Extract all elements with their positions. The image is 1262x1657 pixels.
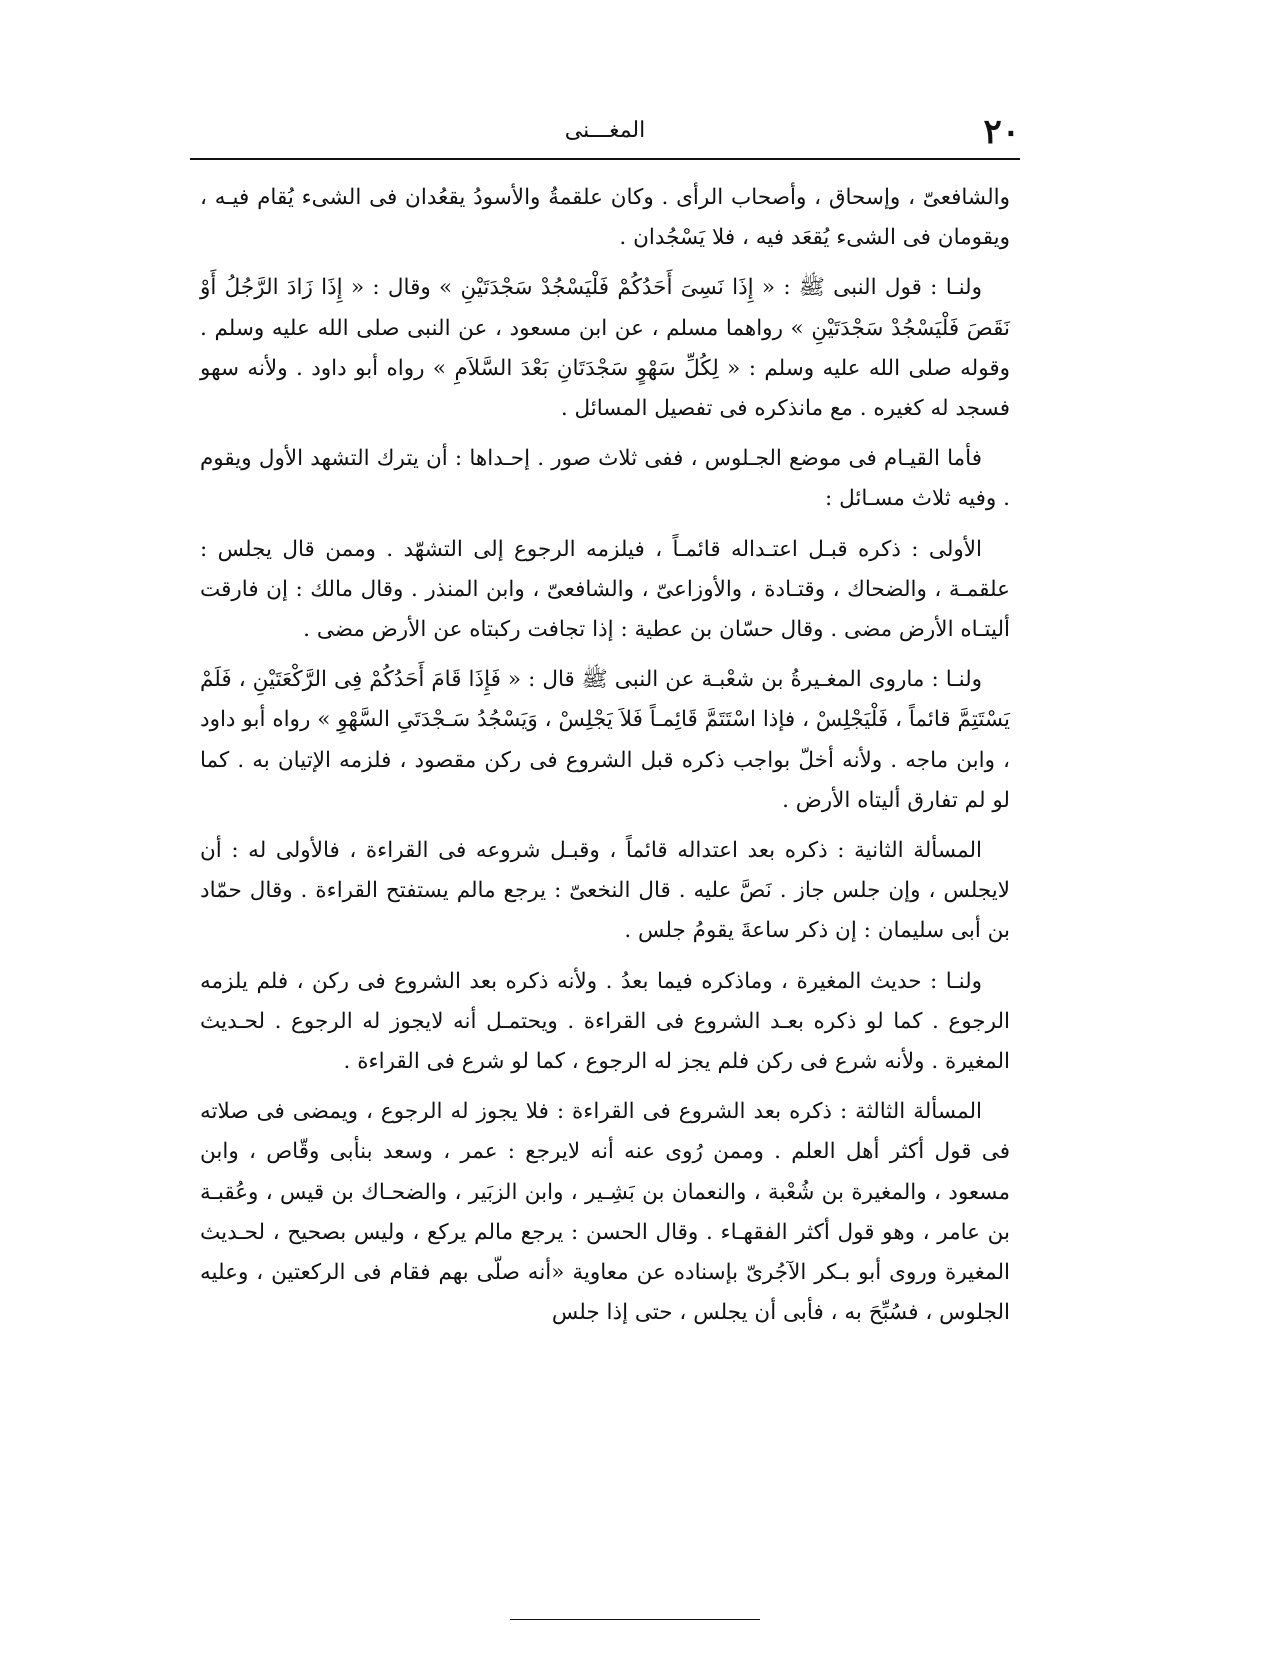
- page-header: [190, 110, 1020, 156]
- paragraph: المسألة الثالثة : ذكره بعد الشروع فى القراءة : فلا يجوز له الرجوع ، ويمضى فى صلاته فى قول أكثر أهل العلم . وممن رُوى عنه أنه لايرجع : عمر ، وسعد بنأبى وقّاص ، وابن مسعود ، والمغيرة بن شُعْبة ، والنعمان بن بَشِـير ، وابن الزبَير ، والضحـاك بن قيس ، وعُقبـة بن عامر ، وهو قول أكثر الفقهـاء . وقال الحسن : يرجع مالم يركع ، وليس بصحيح ، لحـديث المغيرة وروى أبو بـكر الآجُرىّ بإسناده عن معاوية «أنه صلّى بهم فقام فى الركعتين ، وعليه الجلوس ، فسُبِّحَ به ، فأبى أن يجلس ، حتى إذا جلس: [200, 1099, 1010, 1326]
- paragraph: ولنـا : قول النبى ﷺ : « إِذَا نَسِىَ أَحَدُكُمْ فَلْيَسْجُدْ سَجْدَتَيْنِ » وقال : « إِذَا زَادَ الرَّجُلُ أَوْ نَقَصَ فَلْيَسْجُدْ سَجْدَتَيْنِ » رواهما مسلم ، عن ابن مسعود ، عن النبى صلى الله عليه وسلم . وقوله صلى الله عليه وسلم : « لِكُلِّ سَهْوٍ سَجْدَتَانِ بَعْدَ السَّلاَمِ » رواه أبو داود . ولأنه سهو فسجد له كغيره . مع مانذكره فى تفصيل المسائل .: [200, 275, 1010, 422]
- footnote-rule: [510, 1619, 760, 1620]
- paragraph: والشافعىّ ، وإسحاق ، وأصحاب الرأى . وكان علقمةُ والأسودُ يقعُدان فى الشىء يُقام فيـه ، ويقومان فى الشىء يُقعَد فيه ، فلا يَسْجُدان .: [200, 185, 1010, 251]
- paragraph: الأولى : ذكره قبـل اعتـداله قائمـاً ، فيلزمه الرجوع إلى التشهّد . وممن قال يجلس : علقمـة ، والضحاك ، وقتـادة ، والأوزاعىّ ، والشافعىّ ، وابن المنذر . وقال مالك : إن فارقت أليتـاه الأرض مضى . وقال حسّان بن عطية : إذا تجافت ركبتاه عن الأرض مضى .: [200, 536, 1010, 643]
- paragraph: المسألة الثانية : ذكره بعد اعتداله قائماً ، وقبـل شروعه فى القراءة ، فالأولى له : أن لايجلس ، وإن جلس جاز . نَصَّ عليه . قال النخعىّ : يرجع مالم يستفتح القراءة . وقال حمّاد بن أبى سليمان : إن ذكر ساعةَ يقومُ جلس .: [200, 838, 1010, 944]
- header-rule: [190, 158, 1020, 160]
- paragraph: فأما القيـام فى موضع الجـلوس ، ففى ثلاث صور . إحـداها : أن يترك التشهد الأول ويقوم . وفيه ثلاث مسـائل :: [200, 446, 1010, 512]
- page-number: ٢٠: [983, 112, 1020, 152]
- paragraph: ولنـا : ماروى المغـيرةُ بن شعْبـة عن النبى ﷺ قال : « فَإِذَا قَامَ أَحَدُكُمْ فِى الرَّكْعَتَيْنِ ، فَلَمْ يَسْتَتِمَّ قائماً ، فَلْيَجْلِسْ ، فإذا اسْتَتَمَّ قَائِمـاً فَلاَ يَجْلِسْ ، وَيَسْجُدُ سَـجْدَتَىِ السَّهْوِ » رواه أبو داود ، وابن ماجه . ولأنه أخلّ بواجب ذكره قبل الشروع فى ركن مقصود ، فلزمه الإتيان به . كما لو لم تفارق أليتاه الأرض .: [200, 667, 1010, 813]
- paragraph: ولنـا : حديث المغيرة ، وماذكره فيما بعدُ . ولأنه ذكره بعد الشروع فى ركن ، فلم يلزمه الرجوع . كما لو ذكره بعـد الشروع فى القراءة . ويحتمـل أنه لايجوز له الرجوع . لحـديث المغيرة . ولأنه شرع فى ركن فلم يجز له الرجوع ، كما لو شرع فى القراءة .: [200, 968, 1010, 1075]
- body-text: [200, 178, 1010, 1343]
- running-title: المغـــنى: [564, 118, 646, 143]
